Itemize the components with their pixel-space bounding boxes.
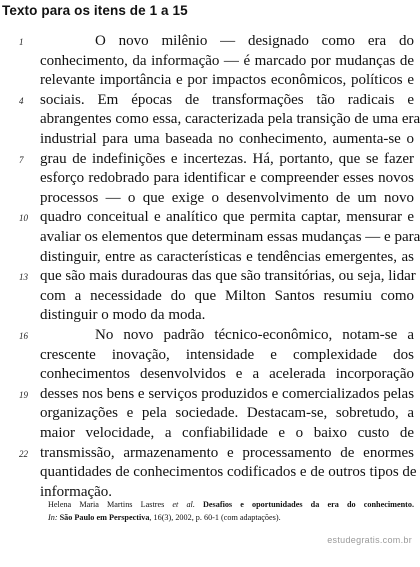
section-heading: Texto para os itens de 1 a 15 — [2, 3, 188, 18]
text-line: industrial para uma baseada no conhecimento, aumenta-se o — [40, 131, 414, 147]
line-number: 7 — [19, 154, 24, 165]
source-credit-line-2: In: São Paulo em Perspectiva, 16(3), 2002, p. 60-1 (com adaptações). — [48, 513, 281, 522]
text-line: conhecimento, da informação — é marcado por mudanças de — [40, 52, 414, 69]
line-number: 4 — [19, 95, 24, 106]
text-line: maior velocidade, a confiabilidade e o baixo custo de — [40, 425, 414, 441]
text-line: sociais. Em épocas de transformações tão radicais e — [40, 91, 414, 108]
line-number: 1 — [19, 37, 24, 47]
line-number: 22 — [19, 448, 28, 459]
text-line: distinguir, entre as características e tendências emergentes, as — [40, 248, 414, 265]
text-line: com a necessidade do que Milton Santos resumiu como — [40, 287, 414, 304]
line-number: 16 — [19, 331, 28, 341]
text-line: que são mais duradouras das que são transitórias, ou seja, lidar — [40, 268, 416, 285]
text-line: desses nos bens e serviços produzidos e comercializados pelas — [40, 385, 415, 402]
text-line: processos — o que exige o desenvolvimento de um novo — [40, 189, 414, 206]
text-line: transmissão, armazenamento e processamento de enormes — [40, 444, 414, 461]
text-line: distinguir o modo da moda. — [40, 307, 206, 324]
text-line: avaliar os elementos que determinam essas mudanças — e para — [40, 229, 420, 245]
line-number: 19 — [19, 389, 28, 400]
text-line: organizações e pela sociedade. Destacam-se, sobretudo, a — [40, 405, 414, 422]
text-line: quantidades de conhecimentos codificados e de outros tipos de — [40, 464, 417, 481]
text-line: grau de indefinições e incertezas. Há, portanto, que se fazer — [40, 150, 414, 167]
text-line: conhecimentos desenvolvidos e a acelerada incorporação — [40, 366, 414, 383]
text-line: O novo milênio — designado como era do — [95, 33, 414, 49]
line-number: 10 — [19, 213, 28, 224]
text-line: esforço redobrado para identificar e compreender esses novos — [40, 170, 414, 187]
line-number: 13 — [19, 272, 28, 283]
site-watermark: estudegratis.com.br — [327, 535, 412, 545]
text-line: relevante importância e por impactos econômicos, políticos e — [40, 72, 414, 89]
text-line: No novo padrão técnico-econômico, notam-se a — [95, 327, 414, 343]
source-credit-line-1: Helena Maria Martins Lastres et al. Desafios e oportunidades da era do conhecimento. — [48, 500, 414, 509]
text-line: quadro conceitual e analítico que permita captar, mensurar e — [40, 209, 414, 226]
text-line: informação. — [40, 483, 113, 500]
text-line: abrangentes como essa, caracterizada pela transição de uma era — [40, 111, 420, 128]
text-line: crescente inovação, intensidade e complexidade dos — [40, 346, 414, 363]
